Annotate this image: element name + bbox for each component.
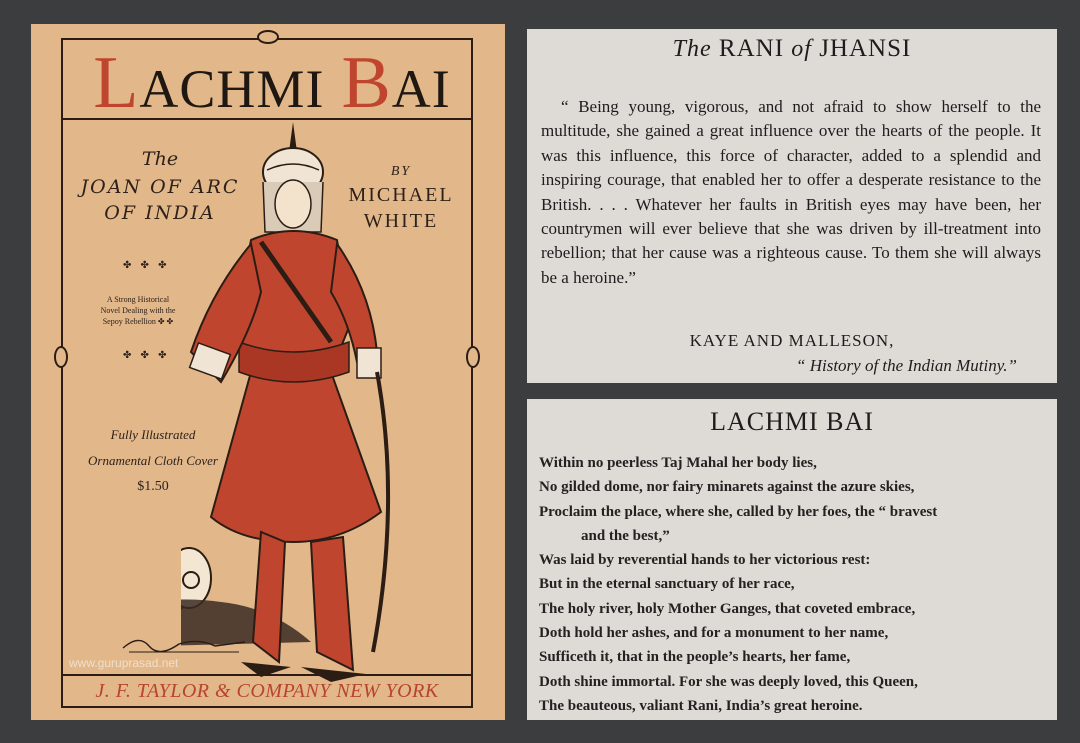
author-first-name: MICHAEL xyxy=(348,184,454,206)
frame-ornament-left xyxy=(54,346,68,368)
frame-ornament-right xyxy=(466,346,480,368)
poem-line: Sufficeth it, that in the people’s hearts, her fame, xyxy=(539,649,851,666)
poem-line: The holy river, holy Mother Ganges, that coveted embrace, xyxy=(539,600,916,617)
quote-text: “ Being young, vigorous, and not afraid to show herself to the multitude, she gained a great influence over the hearts of the people. It was this influence, this force of character, added to a splendid and inspiring courage, that enabled her to offer a desperate resistance to the British. . . . Whatever her faults in British eyes may have been, her countrymen will ever believe that she was driven by ill-treatment into rebellion; that her cause was a righteous cause. To them she will always be a heroine.” xyxy=(541,97,1041,287)
poster-title xyxy=(77,42,467,124)
historical-quote xyxy=(541,95,1041,290)
citation-work: “ History of the Indian Mutiny.” xyxy=(796,356,1017,375)
poem-line: Within no peerless Taj Mahal her body lies, xyxy=(539,455,817,471)
title-jhansi: JHANSI xyxy=(819,35,912,62)
author-last-name: WHITE xyxy=(363,210,439,232)
price: $1.50 xyxy=(137,479,169,494)
title-initial-b: B xyxy=(341,42,392,124)
frame-ornament-top xyxy=(257,30,279,44)
rani-quote-panel xyxy=(527,29,1057,383)
title-rule xyxy=(63,118,471,120)
poem-line: Proclaim the place, where she, called by her foes, the “ bravest xyxy=(539,503,938,520)
poem-body xyxy=(539,451,1049,718)
ornament-dots-1: ✤ ✤ ✤ xyxy=(123,260,170,271)
blurb-line-2: Novel Dealing with the xyxy=(100,306,176,315)
poem-line: and the best,” xyxy=(581,527,670,544)
poem-line: Was laid by reverential hands to her victorious rest: xyxy=(539,552,871,569)
citation-author: KAYE AND MALLESON, xyxy=(689,331,895,350)
subtitle-the: The xyxy=(141,148,179,170)
poem-line: But in the eternal sanctuary of her race, xyxy=(539,576,795,593)
poem-line: Doth shine immortal. For she was deeply loved, this Queen, xyxy=(539,673,918,690)
info-illustrated: Fully Illustrated xyxy=(110,427,196,442)
subtitle-line-1: JOAN OF ARC xyxy=(80,176,240,198)
poem-line: The beauteous, valiant Rani, India’s great heroine. xyxy=(539,697,863,714)
publisher-line: J. F. TAYLOR & COMPANY NEW YORK xyxy=(95,680,439,702)
poem-line: No gilded dome, nor fairy minarets against the azure skies, xyxy=(539,479,915,496)
rani-panel-title xyxy=(527,35,1057,63)
watermark-text: www.guruprasad.net xyxy=(69,656,179,670)
poem-panel xyxy=(527,399,1057,720)
ornament-dots-2: ✤ ✤ ✤ xyxy=(123,350,170,361)
poem-line: Doth hold her ashes, and for a monument to her name, xyxy=(539,625,889,642)
title-word-2: AI xyxy=(391,59,451,119)
subtitle-line-2: OF INDIA xyxy=(104,202,216,224)
rani-illustration xyxy=(181,122,421,682)
title-rani: RANI xyxy=(718,35,785,62)
artist-signature-icon xyxy=(119,632,249,656)
title-the: The xyxy=(672,36,712,62)
info-cloth-cover: Ornamental Cloth Cover xyxy=(88,453,218,468)
title-initial-l: L xyxy=(93,42,140,124)
author-by: BY xyxy=(390,164,412,179)
poem-title: LACHMI BAI xyxy=(710,407,874,436)
blurb-line-1: A Strong Historical xyxy=(106,295,170,304)
blurb-line-3: Sepoy Rebellion ✤ ✤ xyxy=(102,317,174,326)
book-poster xyxy=(31,24,505,720)
title-of: of xyxy=(791,36,812,62)
title-word-1: ACHMI xyxy=(139,59,325,119)
